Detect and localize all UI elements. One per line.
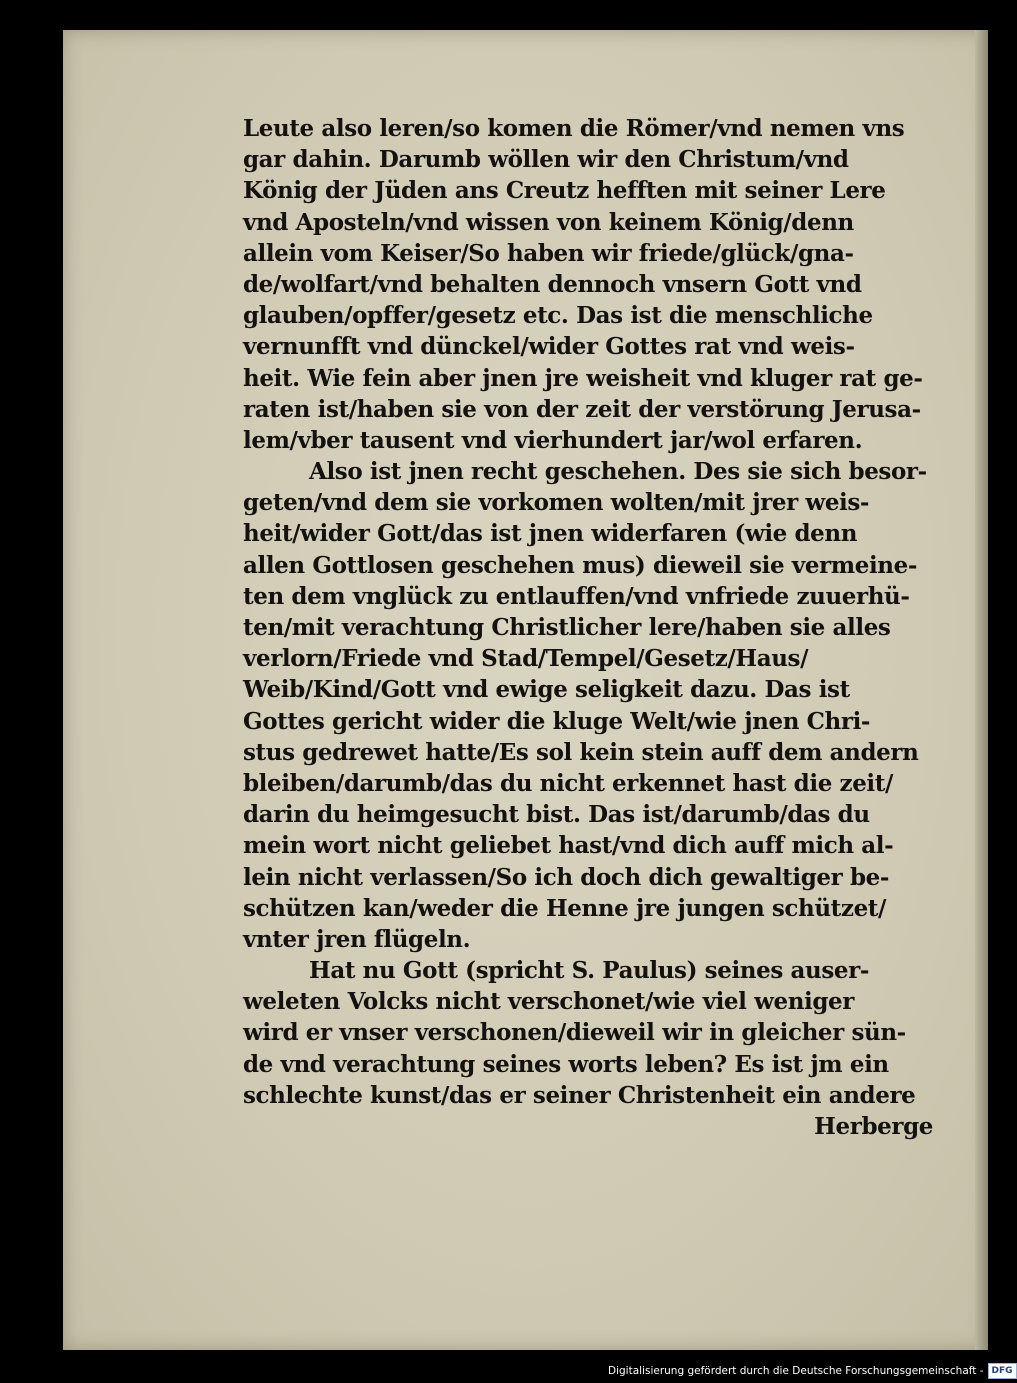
text-line: schützen kan/weder die Henne jre jungen schützet/ (243, 894, 887, 922)
text-line: heit. Wie fein aber jnen jre weisheit vnd kluger rat ge- (243, 364, 923, 392)
text-line: Gottes gericht wider die kluge Welt/wie jnen Chri- (243, 707, 871, 735)
page-edge (975, 30, 988, 1350)
text-line: raten ist/haben sie von der zeit der verstörung Jerusa- (243, 395, 921, 423)
text-line: allen Gottlosen geschehen mus) dieweil sie vermeine- (243, 551, 917, 579)
text-line: allein vom Keiser/So haben wir friede/glück/gna- (243, 239, 854, 267)
text-line: vernunfft vnd dünckel/wider Gottes rat vnd weis- (243, 333, 855, 361)
dfg-logo[interactable]: DFG (988, 1363, 1017, 1379)
text-line: heit/wider Gott/das ist jnen widerfaren (wie denn (243, 520, 858, 548)
text-line: vnd Aposteln/vnd wissen von keinem König/denn (243, 208, 854, 236)
text-line: de vnd verachtung seines worts leben? Es ist jm ein (243, 1050, 889, 1078)
text-line: verlorn/Friede vnd Stad/Tempel/Gesetz/Haus/ (243, 645, 809, 673)
text-line: vnter jren flügeln. (243, 925, 471, 953)
body-text (243, 113, 943, 1142)
funding-footer (608, 1362, 1017, 1380)
text-line: gar dahin. Darumb wöllen wir den Christum/vnd (243, 146, 849, 174)
paragraph-start-line: Also ist jnen recht geschehen. Des sie sich besor- (309, 458, 927, 486)
text-line: geten/vnd dem sie vorkomen wolten/mit jrer weis- (243, 489, 870, 517)
text-line: lem/vber tausent vnd vierhundert jar/wol erfaren. (243, 426, 863, 454)
text-line: mein wort nicht geliebet hast/vnd dich auff mich al- (243, 832, 894, 860)
text-line: glauben/opffer/gesetz etc. Das ist die menschliche (243, 302, 873, 330)
text-line: schlechte kunst/das er seiner Christenheit ein andere (243, 1081, 916, 1109)
text-line: ten dem vnglück zu entlauffen/vnd vnfriede zuuerhü- (243, 582, 910, 610)
text-line: Weib/Kind/Gott vnd ewige seligkeit dazu. Das ist (243, 676, 850, 704)
text-line: König der Jüden ans Creutz hefften mit seiner Lere (243, 177, 886, 205)
text-line: wird er vnser verschonen/dieweil wir in gleicher sün- (243, 1019, 906, 1047)
funding-credit: Digitalisierung gefördert durch die Deutsche Forschungsgemeinschaft - (608, 1365, 984, 1377)
text-line: de/wolfart/vnd behalten dennoch vnsern Gott vnd (243, 270, 862, 298)
paragraph-start-line: Hat nu Gott (spricht S. Paulus) seines auser- (309, 957, 869, 985)
text-line: bleiben/darumb/das du nicht erkennet hast die zeit/ (243, 769, 893, 797)
text-line: stus gedrewet hatte/Es sol kein stein auff dem andern (243, 738, 919, 766)
text-line: weleten Volcks nicht verschonet/wie viel weniger (243, 988, 855, 1016)
catchword: Herberge (814, 1113, 933, 1140)
text-line: ten/mit verachtung Christlicher lere/haben sie alles (243, 614, 891, 641)
text-line: Leute also leren/so komen die Römer/vnd nemen vns (243, 115, 905, 142)
text-line: lein nicht verlassen/So ich doch dich gewaltiger be- (243, 863, 890, 891)
text-line: darin du heimgesucht bist. Das ist/darumb/das du (243, 801, 870, 829)
